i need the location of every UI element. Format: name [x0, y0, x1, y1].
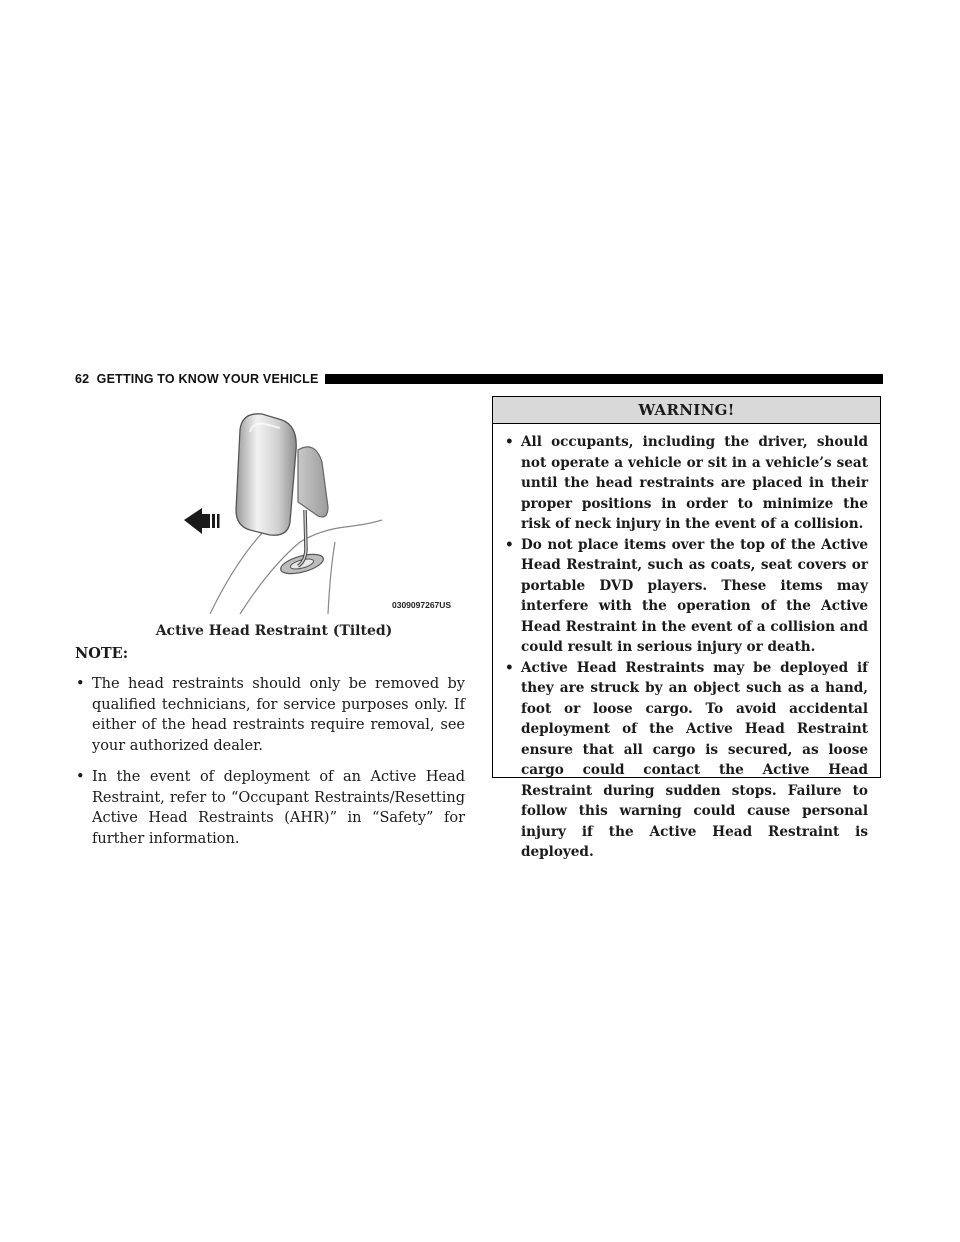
note-item: • The head restraints should only be removed by qualified technicians, for service purposes only. If either of the head restraints require removal, see your authorized dealer. [75, 674, 465, 756]
note-item: • In the event of deployment of an Active Head Restraint, refer to “Occupant Restraints/Resetting Active Head Restraints (AHR)” in “Safety” for further information. [75, 767, 465, 849]
note-list [75, 674, 465, 860]
header-rule [325, 374, 884, 384]
warning-item: • Do not place items over the top of the Active Head Restraint, such as coats, seat covers or portable DVD players. These items may interfere with the operation of the Active Head Restraint in the event of a collision and could result in serious injury or death. [505, 535, 868, 658]
warning-item: • Active Head Restraints may be deployed if they are struck by an object such as a hand, foot or loose cargo. To avoid accidental deployment of the Active Head Restraint ensure that all cargo is secured, as loose cargo could contact the Active Head Restraint during sudden stops. Failure to follow this warning could cause personal injury if the Active Head Restraint is deployed. [505, 658, 868, 863]
warning-title: WARNING! [493, 397, 880, 424]
note-label: NOTE: [75, 645, 129, 662]
head-restraint-illustration [170, 402, 470, 617]
section-title: GETTING TO KNOW YOUR VEHICLE [96, 372, 319, 386]
figure-caption: Active Head Restraint (Tilted) [155, 623, 393, 639]
head-restraint-figure [170, 402, 470, 617]
page-header [75, 372, 883, 386]
warning-list [493, 424, 880, 863]
forward-arrow-icon [184, 508, 220, 534]
warning-item: • All occupants, including the driver, should not operate a vehicle or sit in a vehicle’s seat until the head restraints are placed in their proper positions in order to minimize the risk of neck injury in the event of a collision. [505, 432, 868, 535]
figure-code: 0309097267US [392, 600, 452, 610]
warning-box [492, 396, 881, 860]
page-number: 62 [75, 372, 90, 386]
header-text [75, 372, 319, 386]
